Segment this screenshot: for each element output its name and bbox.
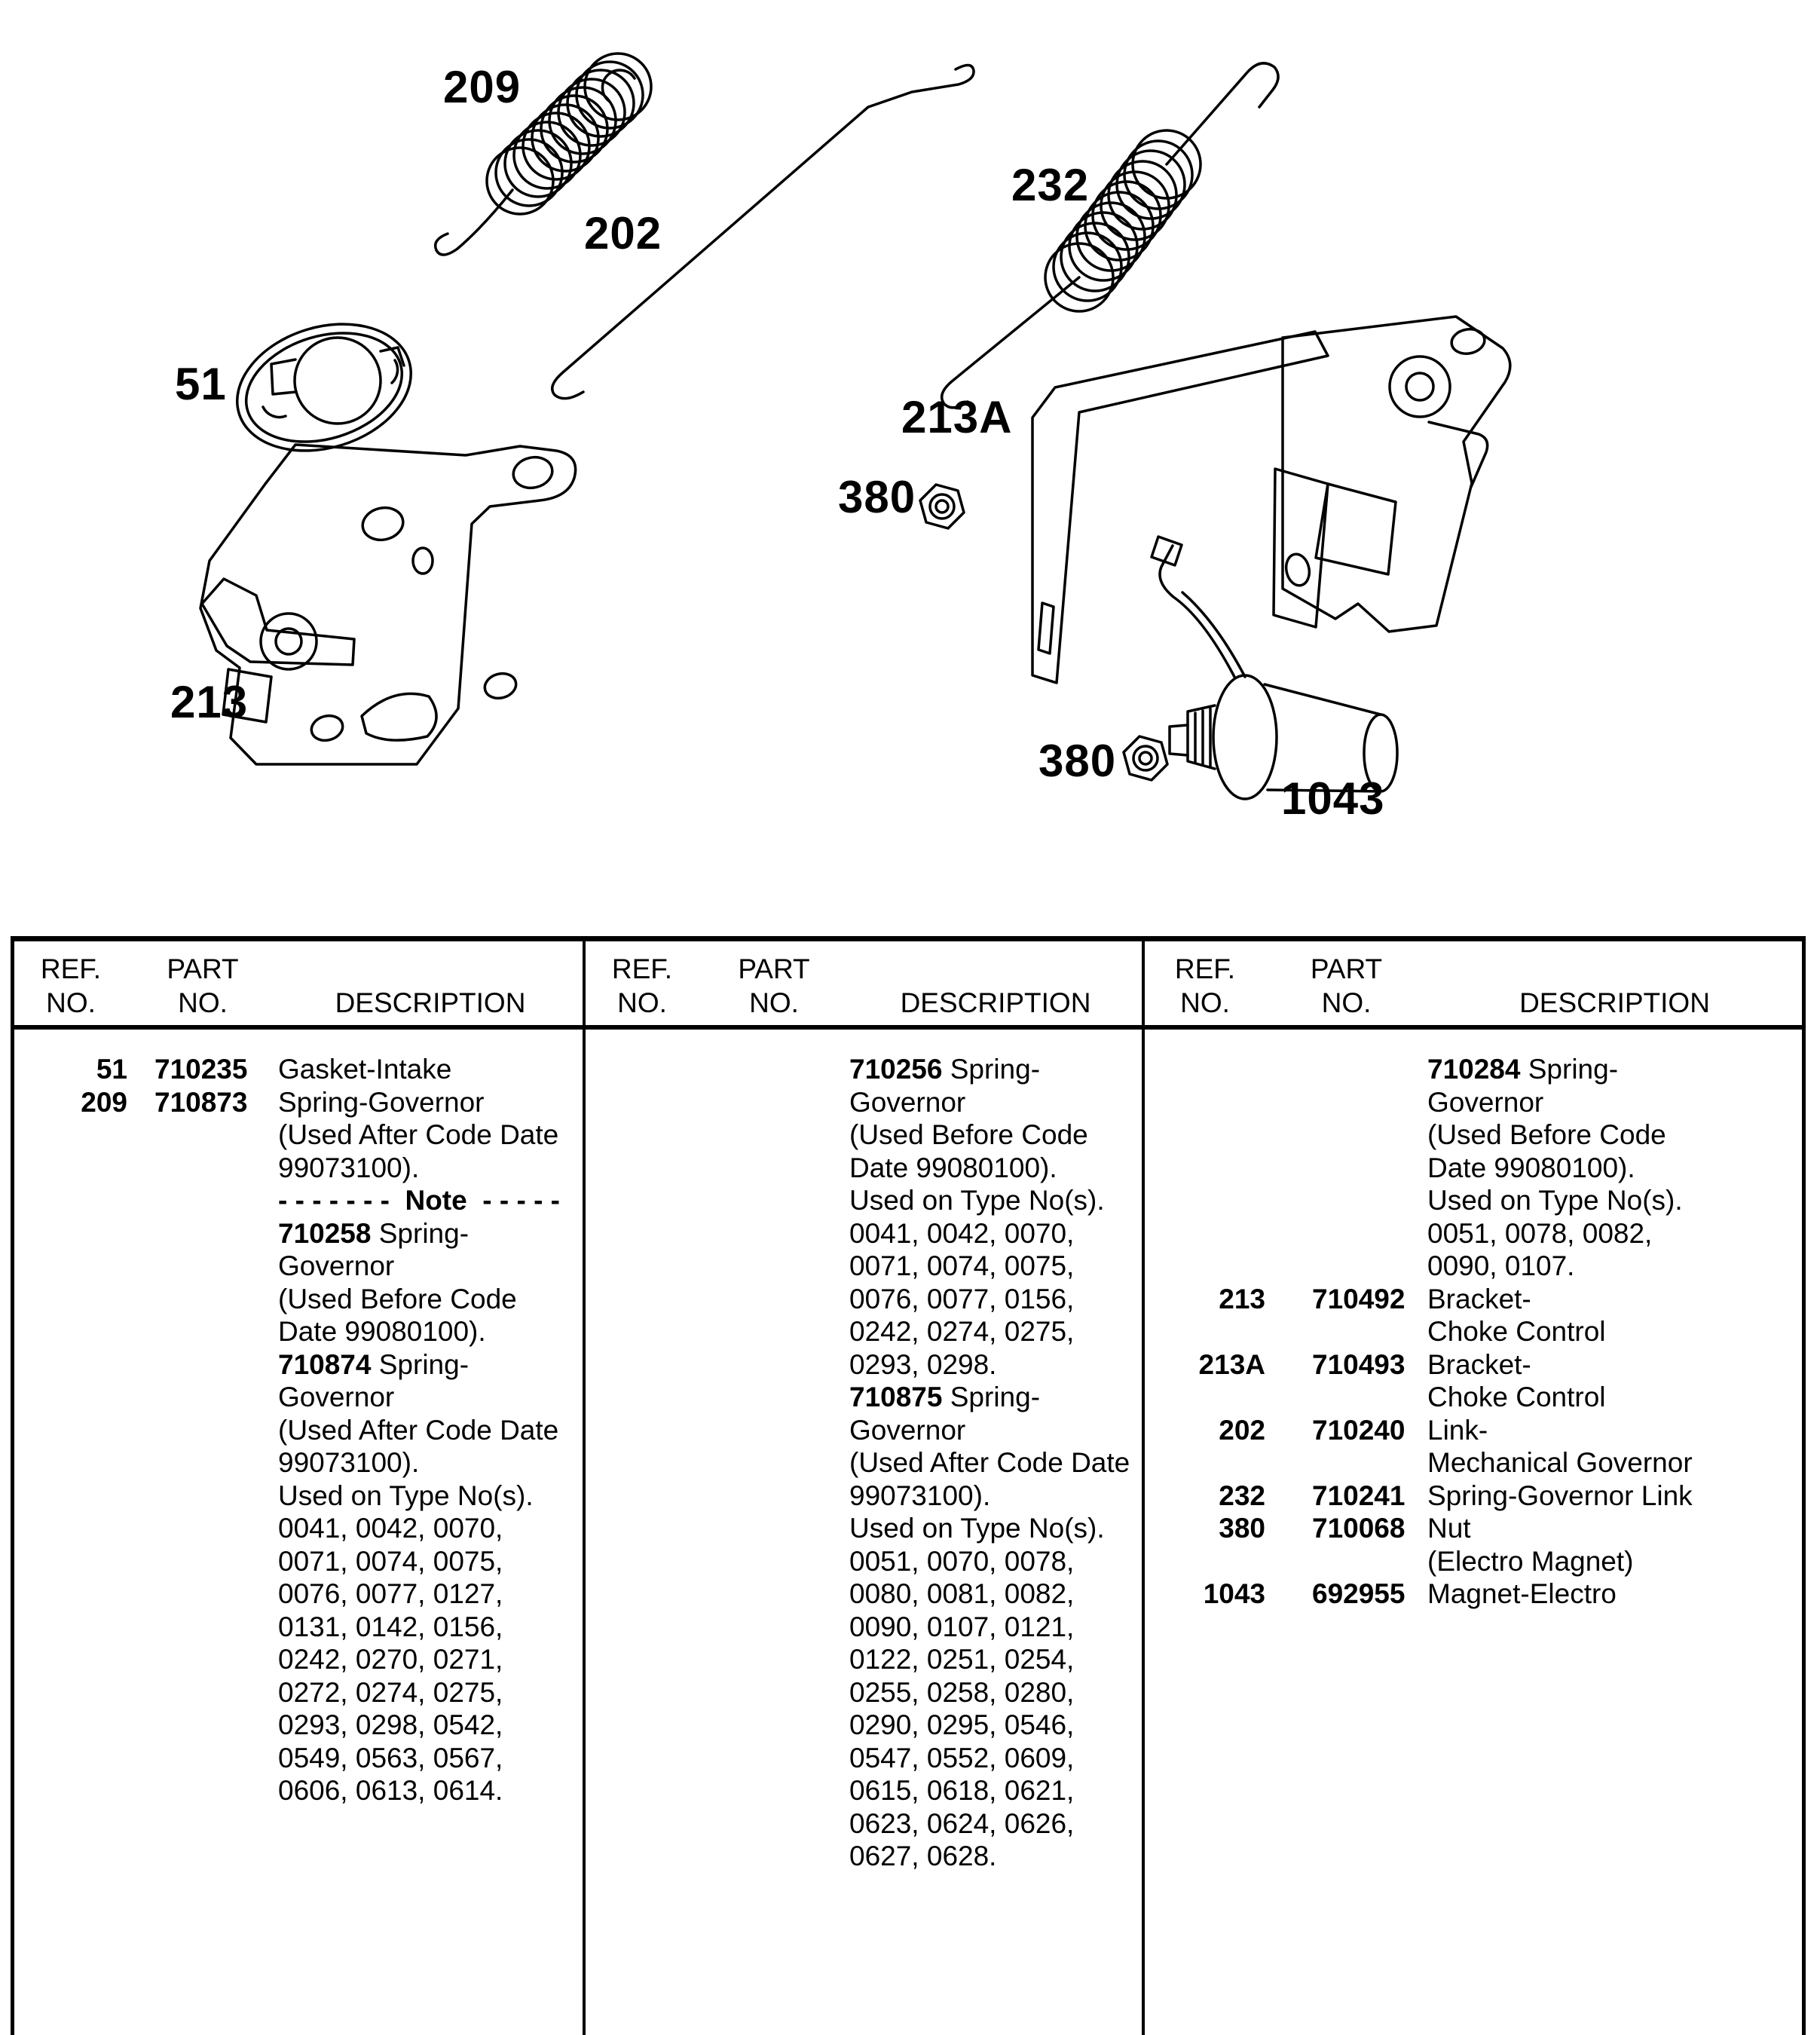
description-cell: Spring-Governor bbox=[278, 1086, 485, 1118]
ref-no-cell bbox=[14, 1414, 127, 1447]
part-no-header: PART NO. bbox=[738, 953, 810, 1018]
callout-209: 209 bbox=[443, 62, 522, 112]
table-row bbox=[14, 1283, 583, 1316]
column-2-rows bbox=[586, 1025, 1142, 1873]
table-row bbox=[1145, 1512, 1802, 1545]
table-row bbox=[14, 1315, 583, 1348]
part-no-cell bbox=[699, 1480, 849, 1513]
table-row bbox=[14, 1545, 583, 1578]
part-no-cell bbox=[127, 1512, 278, 1545]
ref-no-cell bbox=[586, 1315, 699, 1348]
description-cell: Nut bbox=[1427, 1513, 1471, 1544]
choke-bracket-213A-drawing bbox=[1032, 317, 1510, 683]
description-header: DESCRIPTION bbox=[900, 987, 1091, 1018]
description-cell: 0051, 0078, 0082, bbox=[1427, 1217, 1653, 1249]
ref-no-cell bbox=[1145, 1053, 1265, 1086]
description-cell: 0051, 0070, 0078, bbox=[849, 1545, 1075, 1577]
table-row bbox=[14, 1611, 583, 1644]
table-row bbox=[586, 1315, 1142, 1348]
column-2-header bbox=[586, 941, 1142, 1025]
description-cell: 0041, 0042, 0070, bbox=[278, 1513, 503, 1544]
description-cell: Used on Type No(s). bbox=[278, 1480, 534, 1511]
part-no-cell: 710493 bbox=[1312, 1348, 1406, 1380]
part-no-cell bbox=[127, 1348, 278, 1382]
ref-no-cell bbox=[14, 1315, 127, 1348]
part-no-cell: 710241 bbox=[1312, 1480, 1406, 1511]
part-no-cell bbox=[699, 1742, 849, 1775]
ref-no-cell bbox=[14, 1118, 127, 1152]
ref-no-cell bbox=[586, 1545, 699, 1578]
ref-no-cell bbox=[14, 1381, 127, 1414]
ref-no-cell bbox=[14, 1709, 127, 1742]
description-cell: Mechanical Governor bbox=[1427, 1447, 1693, 1478]
table-row bbox=[14, 1480, 583, 1513]
part-no-cell bbox=[127, 1118, 278, 1152]
table-row bbox=[14, 1446, 583, 1480]
description-cell: Link- bbox=[1427, 1414, 1488, 1446]
ref-no-header: REF. NO. bbox=[1174, 953, 1236, 1018]
table-row bbox=[586, 1381, 1142, 1414]
ref-no-cell bbox=[586, 1283, 699, 1316]
description-cell: (Used After Code Date bbox=[849, 1447, 1130, 1478]
table-row bbox=[14, 1709, 583, 1742]
part-no-cell bbox=[1265, 1118, 1427, 1152]
table-row bbox=[14, 1217, 583, 1250]
description-cell: 0623, 0624, 0626, bbox=[849, 1807, 1075, 1839]
table-row bbox=[14, 1152, 583, 1185]
ref-no-cell bbox=[14, 1774, 127, 1807]
part-no-cell bbox=[127, 1283, 278, 1316]
part-no-cell bbox=[127, 1709, 278, 1742]
table-row bbox=[1145, 1480, 1802, 1513]
ref-no-cell bbox=[586, 1578, 699, 1611]
description-cell: - - - - - - - Note - - - - - bbox=[278, 1185, 560, 1216]
ref-no-cell: 213A bbox=[1198, 1348, 1265, 1380]
description-cell: Used on Type No(s). bbox=[849, 1513, 1105, 1544]
parts-table-column-3 bbox=[1142, 941, 1802, 2035]
table-row bbox=[1145, 1118, 1802, 1152]
table-row bbox=[1145, 1283, 1802, 1316]
table-row bbox=[586, 1545, 1142, 1578]
description-cell: 0293, 0298. bbox=[849, 1348, 997, 1380]
description-cell: Bracket- bbox=[1427, 1283, 1531, 1314]
description-header: DESCRIPTION bbox=[335, 987, 526, 1018]
ref-no-cell: 380 bbox=[1219, 1513, 1265, 1544]
description-cell: Date 99080100). bbox=[849, 1152, 1057, 1183]
ref-no-cell: 232 bbox=[1219, 1480, 1265, 1511]
part-no-cell bbox=[1265, 1086, 1427, 1119]
part-no-cell bbox=[699, 1774, 849, 1807]
ref-no-cell bbox=[1145, 1250, 1265, 1283]
part-no-cell bbox=[127, 1381, 278, 1414]
description-cell: Choke Control bbox=[1427, 1382, 1606, 1412]
ref-no-cell bbox=[586, 1512, 699, 1545]
ref-no-header: REF. NO. bbox=[611, 953, 673, 1018]
ref-no-cell bbox=[586, 1709, 699, 1742]
part-no-cell bbox=[1265, 1381, 1427, 1414]
ref-no-cell bbox=[14, 1348, 127, 1382]
nut-380-upper-drawing bbox=[920, 485, 964, 528]
ref-no-cell bbox=[586, 1118, 699, 1152]
table-row bbox=[14, 1742, 583, 1775]
description-cell: 0076, 0077, 0127, bbox=[278, 1578, 503, 1609]
column-3-header bbox=[1145, 941, 1802, 1025]
part-no-cell: 710873 bbox=[154, 1086, 248, 1118]
ref-no-cell bbox=[14, 1742, 127, 1775]
description-cell: (Used After Code Date bbox=[278, 1414, 559, 1446]
choke-bracket-213-drawing bbox=[200, 445, 576, 764]
ref-no-cell bbox=[14, 1446, 127, 1480]
column-1-rows bbox=[14, 1025, 583, 1807]
table-row bbox=[14, 1348, 583, 1382]
table-row bbox=[14, 1578, 583, 1611]
part-no-cell bbox=[1265, 1545, 1427, 1578]
callout-213: 213 bbox=[170, 677, 249, 727]
ref-no-cell bbox=[586, 1217, 699, 1250]
description-cell: 0272, 0274, 0275, bbox=[278, 1676, 503, 1708]
description-cell: Magnet-Electro bbox=[1427, 1578, 1617, 1609]
description-cell: Used on Type No(s). bbox=[849, 1185, 1105, 1216]
part-no-cell bbox=[699, 1381, 849, 1414]
callout-380-upper: 380 bbox=[838, 472, 916, 522]
column-3-rows bbox=[1145, 1025, 1802, 1611]
ref-no-cell bbox=[14, 1480, 127, 1513]
table-row bbox=[586, 1807, 1142, 1841]
table-row bbox=[1145, 1446, 1802, 1480]
description-cell: (Used Before Code bbox=[849, 1119, 1088, 1150]
part-no-cell bbox=[127, 1480, 278, 1513]
part-no-cell bbox=[699, 1250, 849, 1283]
part-no-cell bbox=[699, 1643, 849, 1676]
ref-no-cell bbox=[14, 1578, 127, 1611]
ref-no-cell bbox=[1145, 1446, 1265, 1480]
description-cell: Used on Type No(s). bbox=[1427, 1185, 1683, 1216]
table-row bbox=[586, 1414, 1142, 1447]
table-row bbox=[586, 1676, 1142, 1709]
ref-no-cell bbox=[586, 1446, 699, 1480]
description-cell: 0242, 0270, 0271, bbox=[278, 1644, 503, 1675]
ref-no-cell bbox=[586, 1480, 699, 1513]
part-no-cell bbox=[699, 1053, 849, 1086]
table-row bbox=[1145, 1053, 1802, 1086]
part-no-cell bbox=[699, 1184, 849, 1217]
ref-no-cell bbox=[1145, 1381, 1265, 1414]
table-row bbox=[1145, 1545, 1802, 1578]
part-no-cell bbox=[1265, 1152, 1427, 1185]
ref-no-cell bbox=[1145, 1152, 1265, 1185]
ref-no-cell: 202 bbox=[1219, 1414, 1265, 1446]
description-cell: 710258 Spring- bbox=[278, 1217, 470, 1249]
description-cell: 99073100). bbox=[849, 1480, 991, 1511]
table-row bbox=[586, 1053, 1142, 1086]
description-cell: Governor bbox=[849, 1414, 966, 1446]
ref-no-cell bbox=[14, 1250, 127, 1283]
description-cell: Choke Control bbox=[1427, 1316, 1606, 1347]
header-underline bbox=[14, 1025, 1802, 1030]
table-row bbox=[586, 1709, 1142, 1742]
ref-no-cell bbox=[586, 1807, 699, 1841]
parts-table-column-2 bbox=[583, 941, 1142, 2035]
table-row bbox=[1145, 1414, 1802, 1447]
part-no-cell bbox=[127, 1611, 278, 1644]
ref-no-cell bbox=[586, 1184, 699, 1217]
description-cell: 0090, 0107. bbox=[1427, 1250, 1575, 1281]
ref-no-cell bbox=[586, 1774, 699, 1807]
part-no-cell bbox=[1265, 1184, 1427, 1217]
table-row bbox=[14, 1774, 583, 1807]
parts-table-column-1 bbox=[14, 941, 583, 2035]
part-no-cell bbox=[699, 1807, 849, 1841]
table-row bbox=[1145, 1315, 1802, 1348]
part-no-cell: 710068 bbox=[1312, 1513, 1406, 1544]
callout-232: 232 bbox=[1011, 160, 1090, 210]
description-cell: 0242, 0274, 0275, bbox=[849, 1316, 1075, 1347]
part-no-cell: 710240 bbox=[1312, 1414, 1406, 1446]
part-no-cell bbox=[699, 1446, 849, 1480]
description-cell: Governor bbox=[278, 1250, 395, 1281]
ref-no-cell bbox=[586, 1742, 699, 1775]
governor-link-spring-232-drawing bbox=[942, 63, 1278, 408]
ref-no-cell bbox=[14, 1512, 127, 1545]
part-no-cell bbox=[699, 1283, 849, 1316]
description-cell: 0615, 0618, 0621, bbox=[849, 1775, 1075, 1806]
ref-no-cell bbox=[14, 1283, 127, 1316]
table-row bbox=[586, 1578, 1142, 1611]
part-no-cell bbox=[127, 1545, 278, 1578]
part-no-cell bbox=[699, 1611, 849, 1644]
description-cell: 99073100). bbox=[278, 1447, 420, 1478]
table-row bbox=[586, 1184, 1142, 1217]
part-no-cell bbox=[1265, 1217, 1427, 1250]
part-no-cell bbox=[1265, 1446, 1427, 1480]
ref-no-cell bbox=[586, 1381, 699, 1414]
description-cell: (Used Before Code bbox=[278, 1283, 517, 1314]
table-row bbox=[1145, 1381, 1802, 1414]
part-no-cell: 710492 bbox=[1312, 1283, 1406, 1314]
part-no-cell bbox=[127, 1152, 278, 1185]
part-no-cell bbox=[699, 1217, 849, 1250]
table-row bbox=[14, 1676, 583, 1709]
table-row bbox=[14, 1250, 583, 1283]
description-cell: 0122, 0251, 0254, bbox=[849, 1644, 1075, 1675]
ref-no-cell bbox=[586, 1840, 699, 1873]
ref-no-cell bbox=[586, 1414, 699, 1447]
part-no-cell bbox=[127, 1676, 278, 1709]
callout-202: 202 bbox=[584, 208, 662, 259]
part-no-cell bbox=[699, 1152, 849, 1185]
table-row bbox=[1145, 1348, 1802, 1382]
ref-no-cell bbox=[14, 1611, 127, 1644]
ref-no-cell bbox=[1145, 1217, 1265, 1250]
part-no-cell: 710235 bbox=[154, 1054, 248, 1085]
ref-no-cell bbox=[586, 1152, 699, 1185]
ref-no-cell bbox=[586, 1611, 699, 1644]
description-cell: 710875 Spring- bbox=[849, 1382, 1041, 1412]
table-row bbox=[586, 1446, 1142, 1480]
part-no-cell bbox=[699, 1545, 849, 1578]
table-row bbox=[586, 1840, 1142, 1873]
part-no-header: PART NO. bbox=[1310, 953, 1383, 1018]
table-row bbox=[14, 1118, 583, 1152]
part-no-cell bbox=[699, 1086, 849, 1119]
description-cell: 0547, 0552, 0609, bbox=[849, 1742, 1075, 1773]
description-cell: 0076, 0077, 0156, bbox=[849, 1283, 1075, 1314]
part-no-cell bbox=[699, 1676, 849, 1709]
description-cell: 99073100). bbox=[278, 1152, 420, 1183]
ref-no-cell bbox=[1145, 1118, 1265, 1152]
callout-213A: 213A bbox=[901, 392, 1013, 442]
part-no-cell bbox=[127, 1184, 278, 1217]
part-no-cell bbox=[1265, 1315, 1427, 1348]
callout-1043: 1043 bbox=[1281, 773, 1385, 824]
ref-no-cell bbox=[586, 1053, 699, 1086]
table-row bbox=[586, 1742, 1142, 1775]
ref-no-cell bbox=[14, 1676, 127, 1709]
description-cell: Date 99080100). bbox=[1427, 1152, 1635, 1183]
description-cell: 0041, 0042, 0070, bbox=[849, 1217, 1075, 1249]
part-no-cell bbox=[699, 1578, 849, 1611]
description-cell: 0071, 0074, 0075, bbox=[278, 1545, 503, 1577]
description-cell: Spring-Governor Link bbox=[1427, 1480, 1693, 1511]
part-no-cell bbox=[127, 1250, 278, 1283]
description-cell: 0606, 0613, 0614. bbox=[278, 1775, 503, 1806]
description-cell: 0627, 0628. bbox=[849, 1841, 997, 1871]
part-no-cell bbox=[699, 1315, 849, 1348]
table-row bbox=[586, 1643, 1142, 1676]
ref-no-cell bbox=[1145, 1315, 1265, 1348]
description-cell: (Electro Magnet) bbox=[1427, 1545, 1634, 1577]
description-cell: 710256 Spring- bbox=[849, 1054, 1041, 1085]
description-cell: (Used Before Code bbox=[1427, 1119, 1666, 1150]
ref-no-cell bbox=[586, 1643, 699, 1676]
part-no-cell bbox=[127, 1217, 278, 1250]
table-row bbox=[14, 1643, 583, 1676]
table-row bbox=[14, 1414, 583, 1447]
table-row bbox=[586, 1118, 1142, 1152]
table-row bbox=[586, 1217, 1142, 1250]
table-row bbox=[586, 1086, 1142, 1119]
part-no-cell bbox=[699, 1840, 849, 1873]
ref-no-cell bbox=[14, 1643, 127, 1676]
description-cell: Governor bbox=[1427, 1086, 1544, 1118]
part-no-cell bbox=[699, 1348, 849, 1382]
ref-no-header: REF. NO. bbox=[40, 953, 102, 1018]
table-row bbox=[14, 1053, 583, 1086]
parts-line-art bbox=[0, 0, 1820, 936]
description-cell: 0131, 0142, 0156, bbox=[278, 1611, 503, 1642]
table-row bbox=[586, 1348, 1142, 1382]
part-no-cell bbox=[127, 1578, 278, 1611]
ref-no-cell bbox=[1145, 1086, 1265, 1119]
part-no-cell bbox=[127, 1315, 278, 1348]
part-no-cell bbox=[1265, 1250, 1427, 1283]
ref-no-cell bbox=[586, 1250, 699, 1283]
nut-380-lower-drawing bbox=[1124, 736, 1167, 780]
description-cell: Governor bbox=[278, 1382, 395, 1412]
description-cell: 0290, 0295, 0546, bbox=[849, 1709, 1075, 1740]
ref-no-cell bbox=[586, 1348, 699, 1382]
part-no-cell bbox=[699, 1118, 849, 1152]
table-row bbox=[1145, 1184, 1802, 1217]
table-row bbox=[586, 1480, 1142, 1513]
part-no-cell bbox=[699, 1709, 849, 1742]
description-cell: 710874 Spring- bbox=[278, 1348, 470, 1380]
table-row bbox=[586, 1774, 1142, 1807]
description-cell: 710284 Spring- bbox=[1427, 1054, 1619, 1085]
ref-no-cell bbox=[1145, 1184, 1265, 1217]
table-row bbox=[1145, 1086, 1802, 1119]
table-row bbox=[586, 1611, 1142, 1644]
part-no-cell bbox=[699, 1414, 849, 1447]
ref-no-cell bbox=[14, 1217, 127, 1250]
description-cell: 0071, 0074, 0075, bbox=[849, 1250, 1075, 1281]
table-row bbox=[1145, 1578, 1802, 1611]
callout-51: 51 bbox=[175, 359, 227, 409]
ref-no-cell: 209 bbox=[81, 1086, 127, 1118]
part-no-cell bbox=[1265, 1053, 1427, 1086]
table-row bbox=[14, 1086, 583, 1119]
description-cell: 0090, 0107, 0121, bbox=[849, 1611, 1075, 1642]
table-row bbox=[1145, 1217, 1802, 1250]
description-header: DESCRIPTION bbox=[1519, 987, 1710, 1018]
ref-no-cell bbox=[586, 1086, 699, 1119]
table-row bbox=[14, 1512, 583, 1545]
part-no-cell bbox=[127, 1414, 278, 1447]
description-cell: Bracket- bbox=[1427, 1348, 1531, 1380]
ref-no-cell bbox=[586, 1676, 699, 1709]
table-row bbox=[586, 1512, 1142, 1545]
description-cell: (Used After Code Date bbox=[278, 1119, 559, 1150]
description-cell: Date 99080100). bbox=[278, 1316, 486, 1347]
callout-380-lower: 380 bbox=[1038, 736, 1117, 786]
part-no-cell: 692955 bbox=[1312, 1578, 1406, 1609]
parts-table bbox=[11, 936, 1806, 2035]
table-row bbox=[14, 1184, 583, 1217]
ref-no-cell: 213 bbox=[1219, 1283, 1265, 1314]
description-cell: Gasket-Intake bbox=[278, 1054, 452, 1085]
table-row bbox=[1145, 1152, 1802, 1185]
part-no-header: PART NO. bbox=[167, 953, 239, 1018]
description-cell: 0255, 0258, 0280, bbox=[849, 1676, 1075, 1708]
part-no-cell bbox=[127, 1446, 278, 1480]
ref-no-cell: 1043 bbox=[1203, 1578, 1265, 1609]
ref-no-cell bbox=[14, 1184, 127, 1217]
part-no-cell bbox=[127, 1774, 278, 1807]
ref-no-cell bbox=[14, 1152, 127, 1185]
table-row bbox=[586, 1250, 1142, 1283]
table-row bbox=[586, 1152, 1142, 1185]
description-cell: 0293, 0298, 0542, bbox=[278, 1709, 503, 1740]
table-row bbox=[14, 1381, 583, 1414]
ref-no-cell: 51 bbox=[96, 1054, 127, 1085]
part-no-cell bbox=[699, 1512, 849, 1545]
parts-diagram bbox=[0, 0, 1820, 936]
ref-no-cell bbox=[1145, 1545, 1265, 1578]
table-row bbox=[1145, 1250, 1802, 1283]
description-cell: Governor bbox=[849, 1086, 966, 1118]
part-no-cell bbox=[127, 1742, 278, 1775]
description-cell: 0080, 0081, 0082, bbox=[849, 1578, 1075, 1609]
column-1-header bbox=[14, 941, 583, 1025]
description-cell: 0549, 0563, 0567, bbox=[278, 1742, 503, 1773]
part-no-cell bbox=[127, 1643, 278, 1676]
table-row bbox=[586, 1283, 1142, 1316]
ref-no-cell bbox=[14, 1545, 127, 1578]
